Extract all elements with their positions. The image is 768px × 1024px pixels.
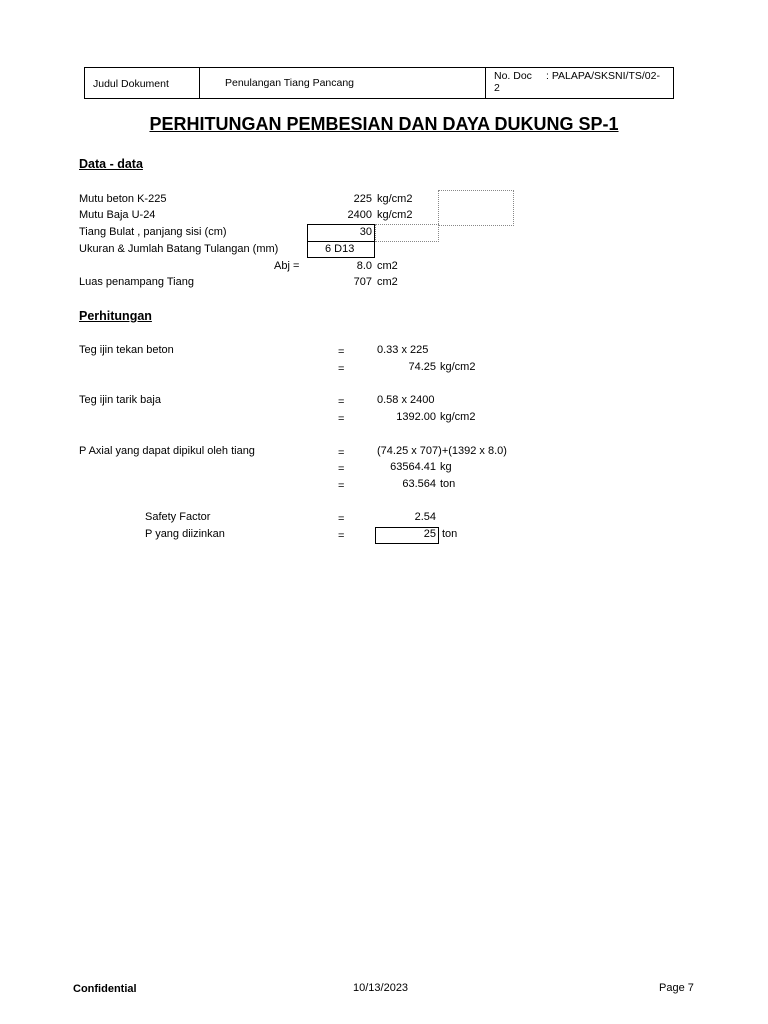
header-nodoc-line2: 2 <box>494 82 500 94</box>
data-value-mutu-beton: 225 <box>353 193 372 205</box>
data-unit-abj: cm2 <box>377 260 398 272</box>
data-section-heading: Data - data <box>79 157 143 171</box>
equals-sign: = <box>338 480 345 492</box>
calc-expr-p-axial: (74.25 x 707)+(1392 x 8.0) <box>377 445 507 457</box>
calc-label-p-axial: P Axial yang dapat dipikul oleh tiang <box>79 445 255 457</box>
calc-unit-p-axial-kg: kg <box>440 461 452 473</box>
calc-unit-teg-baja: kg/cm2 <box>440 411 476 423</box>
calc-section-heading: Perhitungan <box>79 309 152 323</box>
data-label-mutu-beton: Mutu beton K-225 <box>79 193 167 205</box>
data-value-abj: 8.0 <box>356 260 372 272</box>
calc-result-p-axial-ton: 63.564 <box>402 478 436 490</box>
data-label-mutu-baja: Mutu Baja U-24 <box>79 209 156 221</box>
equals-sign: = <box>338 363 345 375</box>
data-value-tiang-bulat: 30 <box>359 226 372 238</box>
calc-label-teg-baja: Teg ijin tarik baja <box>79 394 161 406</box>
calc-label-teg-beton: Teg ijin tekan beton <box>79 344 174 356</box>
dotted-cell <box>438 190 514 226</box>
header-nodoc-line1: : PALAPA/SKSNI/TS/02- <box>546 70 660 82</box>
calc-result-teg-baja: 1392.00 <box>396 411 436 423</box>
header-judul-label: Judul Dokument <box>93 78 169 90</box>
calc-unit-teg-beton: kg/cm2 <box>440 361 476 373</box>
equals-sign: = <box>338 413 345 425</box>
equals-sign: = <box>338 447 345 459</box>
data-label-abj: Abj = <box>274 260 300 272</box>
equals-sign: = <box>338 513 345 525</box>
data-value-mutu-baja: 2400 <box>347 209 372 221</box>
document-header <box>84 67 674 99</box>
data-label-luas: Luas penampang Tiang <box>79 276 194 288</box>
calc-result-p-axial-kg: 63564.41 <box>390 461 436 473</box>
data-label-tiang-bulat: Tiang Bulat , panjang sisi (cm) <box>79 226 227 238</box>
header-divider <box>199 68 200 98</box>
footer-confidential: Confidential <box>73 983 137 995</box>
data-value-tulangan: 6 D13 <box>325 243 355 255</box>
calc-unit-p-izin: ton <box>442 528 458 540</box>
data-unit-luas: cm2 <box>377 276 398 288</box>
dotted-cell <box>375 224 439 242</box>
header-nodoc-label: No. Doc <box>494 70 532 82</box>
header-judul-value: Penulangan Tiang Pancang <box>225 77 355 89</box>
calc-value-p-izin: 25 <box>423 528 436 540</box>
equals-sign: = <box>338 530 345 542</box>
footer-page-number: Page 7 <box>659 982 694 994</box>
calc-label-p-izin: P yang diizinkan <box>145 528 225 540</box>
equals-sign: = <box>338 396 345 408</box>
data-value-luas: 707 <box>353 276 372 288</box>
calc-value-safety-factor: 2.54 <box>414 511 436 523</box>
calc-expr-teg-beton: 0.33 x 225 <box>377 344 429 356</box>
page-title <box>0 113 768 135</box>
equals-sign: = <box>338 346 345 358</box>
page-title-text: PERHITUNGAN PEMBESIAN DAN DAYA DUKUNG SP-1 <box>149 114 619 134</box>
footer-date: 10/13/2023 <box>353 982 409 994</box>
calc-expr-teg-baja: 0.58 x 2400 <box>377 394 435 406</box>
data-unit-mutu-baja: kg/cm2 <box>377 209 413 221</box>
data-unit-mutu-beton: kg/cm2 <box>377 193 413 205</box>
data-label-tulangan: Ukuran & Jumlah Batang Tulangan (mm) <box>79 243 279 255</box>
calc-result-teg-beton: 74.25 <box>408 361 436 373</box>
calc-unit-p-axial-ton: ton <box>440 478 456 490</box>
equals-sign: = <box>338 463 345 475</box>
header-divider <box>485 68 486 98</box>
calc-label-safety-factor: Safety Factor <box>145 511 211 523</box>
